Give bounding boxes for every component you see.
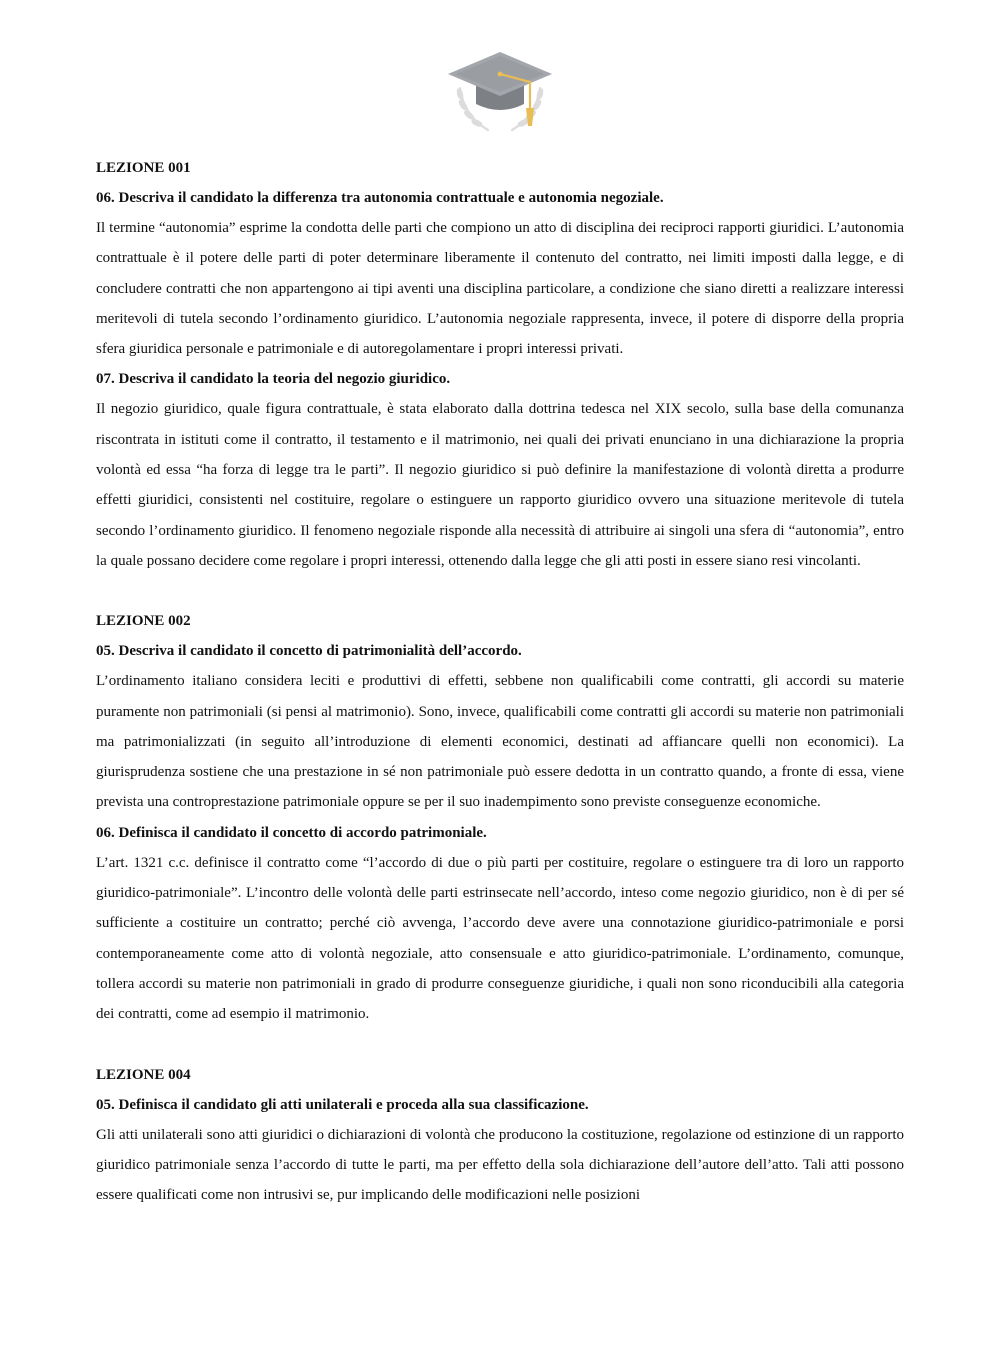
graduation-cap-icon — [446, 48, 554, 136]
question-heading: 06. Descriva il candidato la differenza tra autonomia contrattuale e autonomia negoziale. — [96, 190, 664, 206]
question-heading: 07. Descriva il candidato la teoria del negozio giuridico. — [96, 371, 451, 388]
question-heading: 05. Definisca il candidato gli atti unilaterali e proceda alla sua classificazione. — [96, 1096, 589, 1113]
lesson-section — [96, 153, 904, 576]
lesson-title: LEZIONE 004 — [96, 1066, 191, 1083]
lesson-section — [96, 606, 904, 1029]
answer-paragraph: L’art. 1321 c.c. definisce il contratto come “l’accordo di due o più parti per costituire, regolare o estinguere tra di loro un rapporto giuridico-patrimoniale”. L’incontro delle volontà delle parti estrinsecate nell’accordo, inteso come negozio giuridico, non è di per sé sufficiente a costituire un contratto; perché ciò avvenga, l’accordo deve avere una connotazione giuridico-patrimoniale e porsi contemporaneamente come atto di volontà negoziale, atto consensuale e atto giuridico-patrimoniale. L’ordinamento, comunque, tollera accordi su materie non patrimoniali in grado di produrre conseguenze giuridiche, i quali non sono riconducibili alla categoria dei contratti, come ad esempio il matrimonio. — [96, 854, 904, 1023]
answer-paragraph: L’ordinamento italiano considera leciti e produttivi di effetti, sebbene non qualificabili come contratti, gli accordi su materie puramente non patrimoniali (si pensi al matrimonio). Sono, invece, qualificabili come contratti gli accordi su materie non patrimoniali ma patrimonializzati (in seguito all’introduzione di elementi economici, destinati ad affiancare quelli non economici). La giurisprudenza sostiene che una prestazione in sé non patrimoniale può essere dedotta in un contratto quando, a fronte di essa, viene prevista una controprestazione patrimoniale oppure se per il suo inadempimento sono previste conseguenze economiche. — [96, 673, 904, 811]
answer-paragraph: Il termine “autonomia” esprime la condotta delle parti che compiono un atto di disciplina dei reciproci rapporti giuridici. L’autonomia contrattuale è il potere delle parti di poter determinare liberamente il contenuto del contratto, nei limiti imposti dalla legge, e di concludere contratti che non appartengono ai tipi aventi una disciplina particolare, a condizione che siano diretti a realizzare interessi meritevoli di tutela secondo l’ordinamento giuridico. L’autonomia negoziale rappresenta, invece, il potere di disporre della propria sfera giuridica personale e patrimoniale e di autoregolamentare i propri interessi privati. — [96, 220, 904, 358]
lesson-title: LEZIONE 001 — [96, 160, 191, 176]
lesson-title: LEZIONE 002 — [96, 613, 191, 630]
question-heading: 05. Descriva il candidato il concetto di patrimonialità dell’accordo. — [96, 643, 522, 660]
lesson-section — [96, 1060, 904, 1211]
document-body — [96, 153, 904, 1210]
answer-paragraph: Il negozio giuridico, quale figura contrattuale, è stata elaborato dalla dottrina tedesca nel XIX secolo, sulla base della comunanza riscontrata in istituti come il contratto, il testamento e il matrimonio, nei quali dei privati enunciano in una dichiarazione la propria volontà ed essa “ha forza di legge tra le parti”. Il negozio giuridico si può definire la manifestazione di volontà diretta a produrre effetti giuridici, consistenti nel costituire, regolare o estinguere un rapporto giuridico ovvero una situazione meritevole di tutela secondo l’ordinamento giuridico. Il fenomeno negoziale risponde alla necessità di attribuire ai singoli una sfera di “autonomia”, entro la quale possano decidere come regolare i propri interessi, ottenendo dalla legge che gli atti posti in essere siano resi vincolanti. — [96, 401, 904, 569]
question-heading: 06. Definisca il candidato il concetto di accordo patrimoniale. — [96, 824, 487, 841]
answer-paragraph: Gli atti unilaterali sono atti giuridici o dichiarazioni di volontà che producono la costituzione, regolazione od estinzione di un rapporto giuridico patrimoniale senza l’accordo di tutte le parti, ma per effetto della sola dichiarazione dell’autore dell’atto. Tali atti possono essere qualificati come non intrusivi se, pur implicando delle modificazioni nelle posizioni — [96, 1126, 904, 1204]
